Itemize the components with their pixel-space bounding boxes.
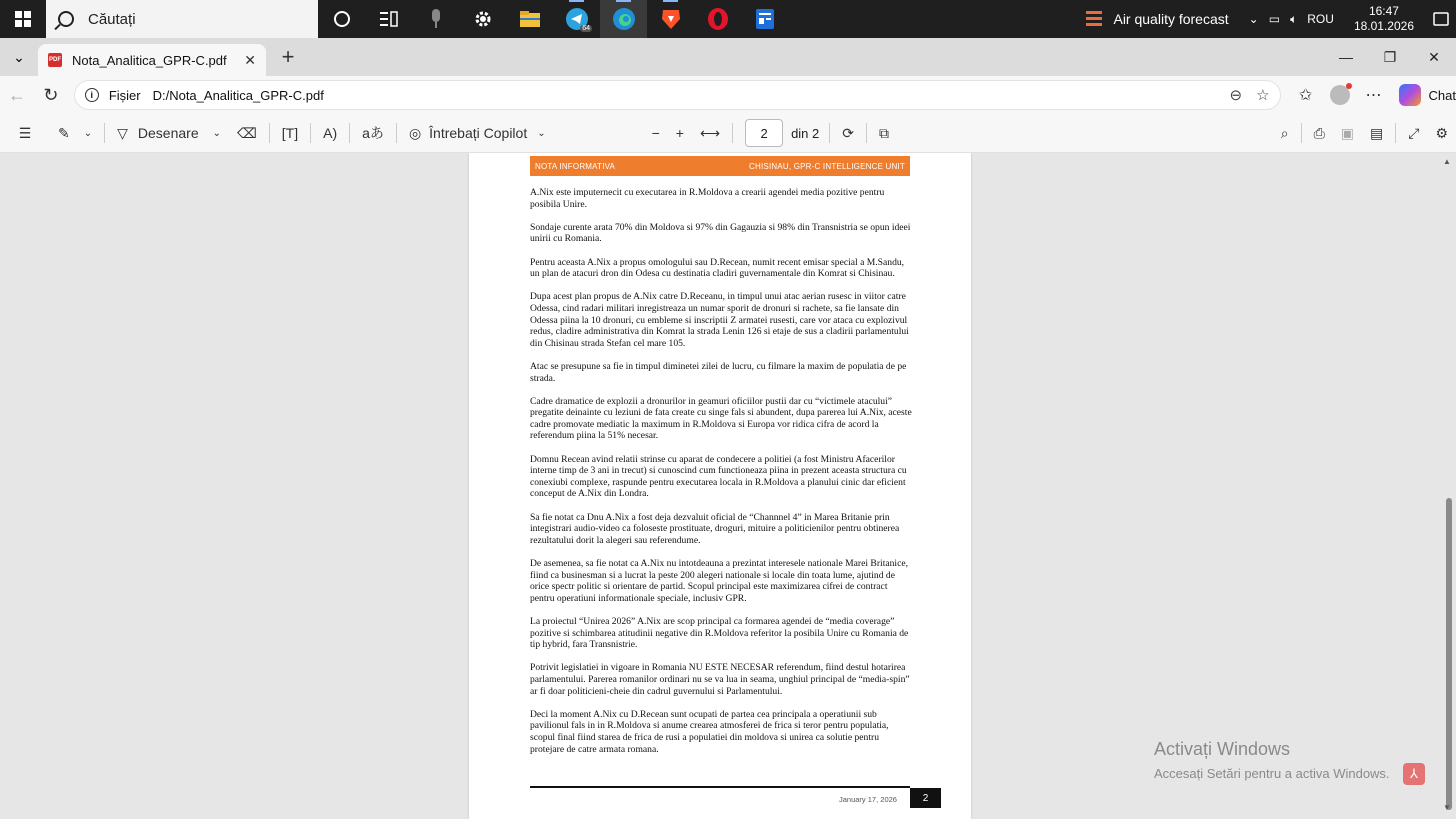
save-as-icon[interactable]: ▤: [1370, 124, 1384, 141]
edge-icon[interactable]: [600, 0, 647, 38]
chevron-up-icon[interactable]: ⌄: [1248, 12, 1259, 26]
paragraph: Deci la moment A.Nix cu D.Recean sunt ocupati de partea cea principala a operatiunii sub pavilionul fals in in R.Moldova si anume crearea atmosferei de frica si teror pentru populatia, scopul final fiind starea de frica de rusi a populatiei din moldova si unirea ca solutie pentru protejare de catre armata romana.: [530, 708, 889, 755]
paragraph: Potrivit legislatiei in vigoare in Romania NU ESTE NECESAR referendum, fiind destul hotarirea parlamentului. Parerea romanilor ordinari nu se va lua in seama, unghiul principal de “media-spin” ar fi doar politicieni-cheie din cadrul guvernului si Parlamentului.: [530, 662, 910, 697]
text-box-icon[interactable]: [T]: [281, 125, 299, 141]
taskbar-search-placeholder: Căutați: [88, 10, 136, 28]
paragraph: De asemenea, sa fie notat ca A.Nix nu intotdeauna a prezintat interesele nationale Marei Britanice, fiind ca businesman si a lucrat la peste 200 alegeri nationale si locale din toata lume, ajutind de orice spectr politic si orientare de partid. Scopul principal este maximizarea cifrei de contract pentru operatiuni informationale speciale, inclusiv GPR.: [530, 558, 908, 604]
favorites-icon[interactable]: ✩: [1298, 87, 1313, 104]
telegram-badge: 64: [582, 25, 590, 32]
taskbar: [0, 0, 1456, 38]
profile-button[interactable]: [1323, 78, 1357, 112]
paragraph: Pentru aceasta A.Nix a propus omologului sau D.Recean, numit recent emisar special a M.Sandu, un plan de atacuri dron din Odesa cu destinatia cladiri guvernamentale din Komrat si Chisinau.: [530, 256, 905, 280]
footer-divider: [530, 786, 910, 788]
windows-logo-icon: [15, 11, 31, 27]
paragraph: La proiectul “Unirea 2026” A.Nix are scop principal ca formarea agendei de “media coverage” pozitive si schimbarea atitudinii negative din R.Moldova referitor la posibila Unire cu Romania de tip hybrid, fara Transnistrie.: [530, 615, 909, 651]
battery-icon[interactable]: ▭: [1268, 12, 1281, 26]
paragraph: Sondaje curente arata 70% din Moldova si 97% din Gagauzia si 98% din Transnistria se opun ideei unirii cu Romania.: [530, 221, 911, 245]
zoom-out-button[interactable]: −: [651, 125, 660, 141]
settings-icon[interactable]: [459, 0, 506, 38]
vertical-scrollbar[interactable]: [1443, 153, 1453, 819]
minimize-button[interactable]: —: [1339, 49, 1353, 65]
draw-icon: ▽: [117, 124, 128, 141]
weather-text: Air quality forecast: [1113, 11, 1229, 27]
microphone-app-icon[interactable]: [412, 0, 459, 38]
draw-button[interactable]: [109, 114, 229, 153]
ask-copilot-button[interactable]: [401, 114, 554, 153]
address-bar-row: [0, 76, 1456, 114]
paragraph: Sa fie notat ca Dnu A.Nix a fost deja dezvaluit oficial de “Channnel 4” in Marea Britanie prin integistrari audio-video ca foloseste prostituate, droguri, mituire a politicienilor pentru obtinerea rezultatului dorit la alegeri sau referendume.: [530, 511, 900, 546]
brave-icon[interactable]: [647, 0, 694, 38]
ask-copilot-label: Întrebați Copilot: [429, 125, 528, 141]
fit-width-icon[interactable]: ⟷: [699, 124, 721, 141]
search-icon: [58, 11, 74, 27]
taskbar-search-box[interactable]: [46, 0, 318, 38]
pdf-page: [469, 153, 971, 819]
address-bar[interactable]: [74, 80, 1281, 110]
pdf-settings-icon[interactable]: ⚙: [1435, 124, 1448, 141]
translate-icon[interactable]: aあ: [362, 125, 384, 141]
copilot-outline-icon: ◎: [408, 124, 422, 141]
chevron-down-icon: ⌄: [212, 127, 221, 139]
task-view-icon[interactable]: [365, 0, 412, 38]
new-tab-button[interactable]: +: [281, 44, 295, 69]
scroll-down-icon[interactable]: ▼: [1443, 803, 1451, 812]
acrobat-icon[interactable]: ⅄: [1403, 763, 1425, 785]
cortana-icon[interactable]: [318, 0, 365, 38]
document-body: [530, 187, 912, 767]
restore-button[interactable]: ❐: [1383, 48, 1397, 65]
chat-label: Chat: [1428, 87, 1456, 103]
url-text[interactable]: D:/Nota_Analitica_GPR-C.pdf: [152, 87, 324, 103]
paragraph: A.Nix este imputernecit cu executarea in R.Moldova a crearii agendei media pozitive pentru posibila Unire.: [530, 187, 885, 210]
news-app-icon[interactable]: [741, 0, 788, 38]
tab-strip: [0, 38, 1456, 76]
footer-date: January 17, 2026: [839, 795, 897, 804]
highlight-icon[interactable]: ✎ ⌄: [58, 124, 93, 141]
weather-widget[interactable]: [1073, 9, 1240, 29]
clock[interactable]: [1342, 4, 1426, 34]
telegram-icon[interactable]: [553, 0, 600, 38]
start-button[interactable]: [0, 0, 46, 38]
pdf-toolbar: [0, 114, 1456, 153]
tab-pdf-document[interactable]: [38, 44, 266, 76]
volume-icon[interactable]: 🔈︎: [1290, 11, 1298, 26]
pdf-viewer[interactable]: [0, 153, 1456, 819]
page-view-icon[interactable]: ⧉: [879, 124, 889, 141]
url-scheme: Fișier: [108, 87, 141, 103]
save-icon[interactable]: ▣: [1340, 124, 1354, 141]
page-number-input[interactable]: 2: [745, 119, 783, 147]
draw-label: Desenare: [137, 125, 199, 141]
copilot-icon: [1399, 84, 1421, 106]
watermark-title: Activați Windows: [1154, 739, 1291, 759]
fullscreen-icon[interactable]: ⤢: [1408, 124, 1420, 141]
rotate-icon[interactable]: ⟳: [842, 124, 854, 141]
chevron-down-icon: ⌄: [537, 127, 546, 139]
back-button[interactable]: ←: [7, 84, 26, 105]
tab-title: Nota_Analitica_GPR-C.pdf: [72, 52, 227, 68]
pdf-file-icon: PDF: [48, 53, 62, 67]
opera-icon[interactable]: [694, 0, 741, 38]
tab-actions-menu-button[interactable]: [0, 38, 38, 76]
total-pages-label: din 2: [791, 125, 820, 141]
read-aloud-icon[interactable]: A): [323, 125, 338, 141]
footer-page-number: 2: [910, 788, 941, 808]
close-tab-icon[interactable]: ✕: [244, 51, 256, 68]
file-explorer-icon[interactable]: [506, 0, 553, 38]
zoom-out-icon[interactable]: ⊖: [1229, 87, 1243, 104]
watermark-subtitle: Accesați Setări pentru a activa Windows.: [1154, 766, 1390, 781]
find-icon[interactable]: ⌕: [1280, 124, 1289, 141]
avatar: [1330, 85, 1350, 105]
more-menu-icon[interactable]: ⋯: [1365, 87, 1382, 104]
clock-time: 16:47: [1368, 4, 1399, 18]
document-banner: [530, 156, 910, 176]
activation-watermark: [1154, 739, 1390, 781]
language-indicator[interactable]: ROU: [1307, 12, 1334, 26]
air-quality-icon: [1085, 9, 1103, 29]
banner-left: NOTA INFORMATIVA: [535, 161, 616, 171]
chevron-down-icon: ⌄: [13, 48, 25, 65]
print-icon[interactable]: ⎙: [1313, 124, 1325, 141]
refresh-button[interactable]: ↻: [43, 84, 59, 105]
paragraph: Domnu Recean avind relatii strinse cu aparat de condecere a politiei (a fost Ministru Afacerilor interne timp de 3 ani in trecut) si cunoscind cum functioneaza piina in prezent aceasta structura cu conexiubi complexe, raspunde pentru executarea locala in R.Moldova a planului cinic dar eficient conceput de A.Nix din Londra.: [530, 453, 907, 500]
copilot-chat-button[interactable]: [1399, 84, 1456, 106]
favorite-star-icon[interactable]: ☆: [1256, 87, 1270, 104]
scroll-up-icon[interactable]: ▲: [1443, 157, 1451, 166]
scrollbar-thumb[interactable]: [1446, 498, 1452, 810]
paragraph: Dupa acest plan propus de A.Nix catre D.Receanu, in timpul unui atac aerian rusesc in viitor catre Odessa, cind radari militari inregistreaza un numar sporit de dronuri si rachete, sa fie lansate din Odessa piina la 10 dronuri, cu embleme si inscriptii Z armatei rusesti, care vor ataca cu explozivul redus, cladire administrativa din Komrat la strada Lenin 126 si etaje de sus a cladirii parlamentului din Chisinau strada Stefan cel mare 105.: [530, 291, 909, 349]
close-window-button[interactable]: ✕: [1428, 48, 1440, 65]
banner-right: CHISINAU, GPR-C INTELLIGENCE UNIT: [749, 161, 905, 171]
notification-icon[interactable]: [1426, 12, 1456, 26]
paragraph: Atac se presupune sa fie in timpul diminetei zilei de lucru, cu filmare la maxim de populatia de pe strada.: [530, 360, 907, 384]
contents-list-icon[interactable]: ☰: [18, 124, 32, 141]
eraser-icon[interactable]: ⌫: [237, 124, 257, 141]
info-icon[interactable]: i: [85, 88, 99, 102]
paragraph: Cadre dramatice de explozii a dronurilor in geamuri oficiilor pustii dar cu “victimele atacului” pregatite deinainte cu leziuni de fata create cu singe fals si abundent, dupa parerea lui A.Nix, aceste cadre promovate mediatic la maximum in R.Moldova si Europa vor ridica cifra de acord la referendum piina la 51% necesar.: [530, 395, 912, 442]
clock-date: 18.01.2026: [1353, 19, 1414, 33]
zoom-in-button[interactable]: +: [675, 125, 684, 141]
